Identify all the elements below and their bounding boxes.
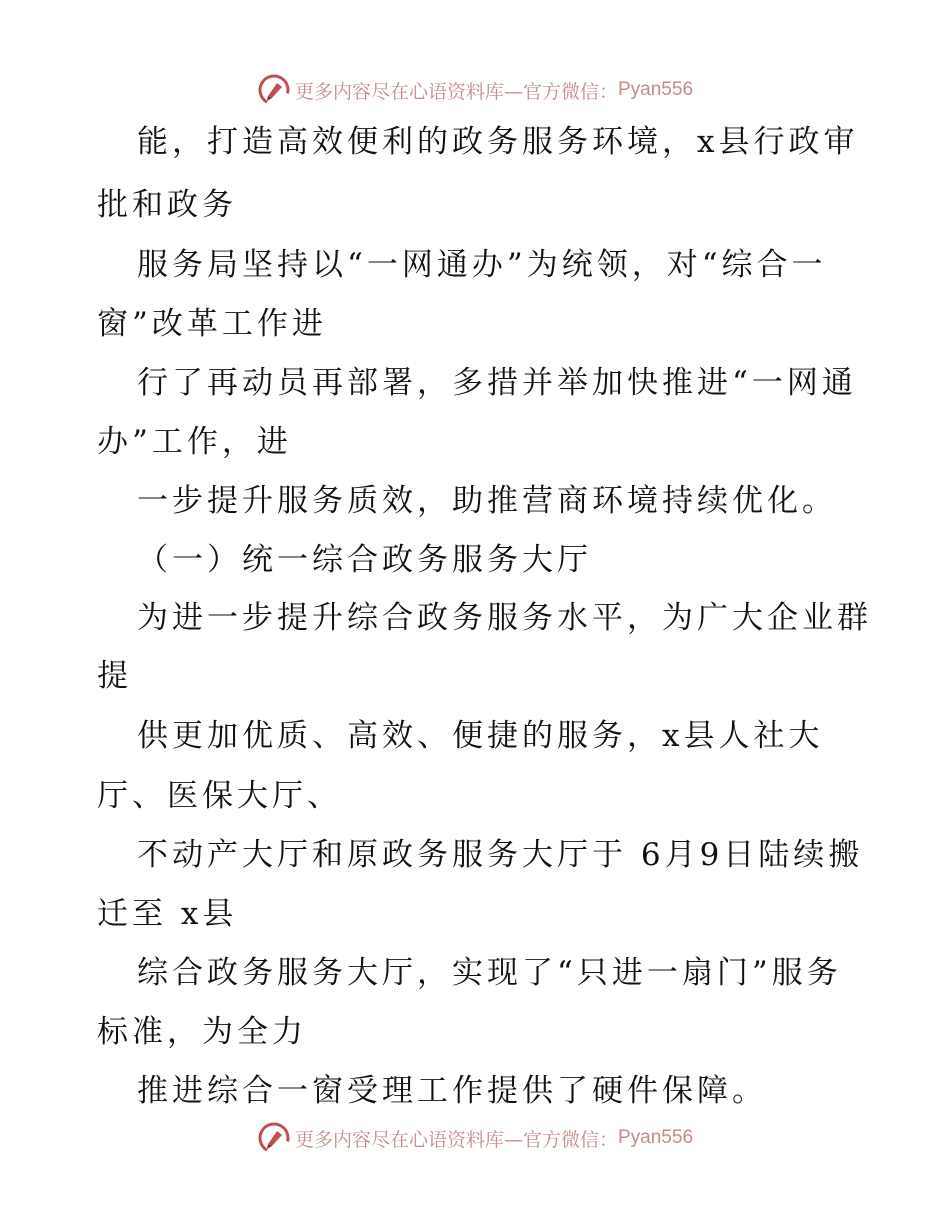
text-line: 一步提升服务质效，助推营商环境持续优化。 bbox=[137, 483, 837, 519]
text-line: 不动产大厅和原政务服务大厅于 6月9日陆续搬 bbox=[137, 837, 864, 873]
text-line: 为进一步提升综合政务服务水平，为广大企业群 bbox=[137, 600, 872, 636]
text-line: 能，打造高效便利的政务服务环境，x县行政审 bbox=[137, 124, 859, 160]
watermark-text: 更多内容尽在心语资料库—官方微信： bbox=[294, 1128, 618, 1151]
text-line: 推进综合一窗受理工作提供了硬件保障。 bbox=[137, 1073, 767, 1109]
watermark-text: 更多内容尽在心语资料库—官方微信： bbox=[294, 80, 618, 103]
text-line: 迁至 x县 bbox=[97, 896, 238, 932]
text-line: 供更加优质、高效、便捷的服务，x县人社大 bbox=[137, 718, 824, 754]
text-line: 综合政务服务大厅，实现了“只进一扇门”服务 bbox=[137, 955, 842, 991]
text-line: 厅、医保大厅、 bbox=[97, 778, 342, 814]
watermark-handle: Pyan556 bbox=[618, 1127, 694, 1148]
text-line: 行了再动员再部署，多措并举加快推进“一网通 bbox=[137, 365, 857, 401]
watermark-handle: Pyan556 bbox=[618, 79, 694, 100]
text-line: 批和政务 bbox=[97, 187, 237, 223]
text-line: 办”工作，进 bbox=[97, 424, 292, 460]
header-watermark bbox=[0, 70, 950, 110]
pen-nib-logo-icon bbox=[257, 73, 291, 107]
text-line: 标准，为全力 bbox=[97, 1014, 307, 1050]
pen-nib-logo-icon bbox=[257, 1121, 291, 1155]
text-line: 服务局坚持以“一网通办”为统领，对“综合一 bbox=[137, 247, 827, 283]
section-heading: （一）统一综合政务服务大厅 bbox=[137, 542, 592, 578]
footer-watermark bbox=[0, 1118, 950, 1158]
text-line: 窗”改革工作进 bbox=[97, 306, 327, 342]
text-line: 提 bbox=[97, 658, 132, 694]
